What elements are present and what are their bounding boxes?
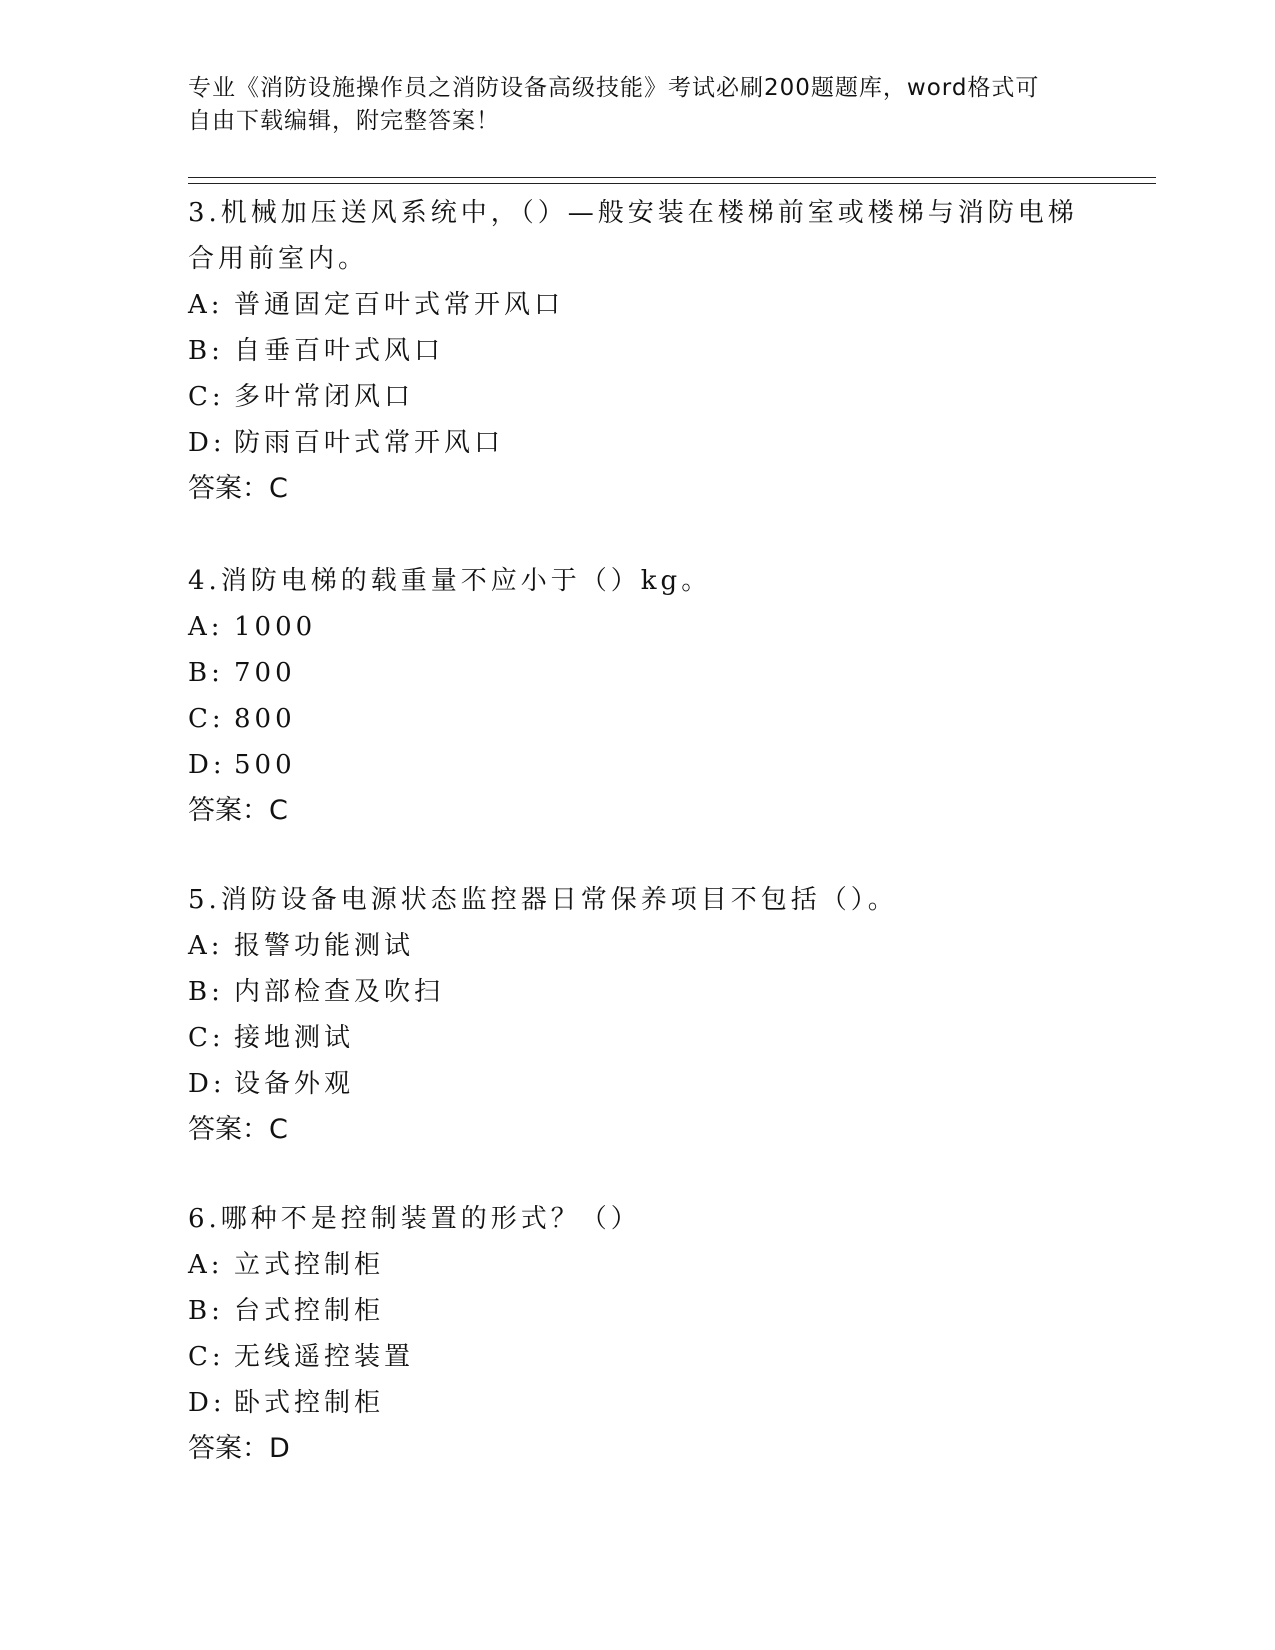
option-key: C: [188, 382, 225, 412]
option-text: 接地测试 [234, 1023, 355, 1053]
option-text: 自垂百叶式风口 [234, 336, 445, 366]
option-text: 设备外观 [234, 1069, 355, 1099]
option-text: 卧式控制柜 [234, 1388, 385, 1418]
option-a [188, 604, 1088, 650]
option-b [188, 328, 1088, 374]
option-key: C: [188, 704, 225, 734]
option-text: 800 [234, 704, 296, 734]
option-d [188, 1380, 1088, 1426]
question-block [188, 877, 1088, 1153]
option-text: 报警功能测试 [234, 931, 415, 961]
option-key: B: [188, 658, 224, 688]
option-b [188, 650, 1088, 696]
option-d [188, 1061, 1088, 1107]
question-stem-line: 6.哪种不是控制装置的形式？（） [188, 1204, 641, 1234]
question-stem [188, 558, 1088, 604]
option-key: D: [188, 1388, 226, 1418]
option-a [188, 923, 1088, 969]
question-stem [188, 190, 1088, 282]
answer-line: 答案：C [188, 1114, 288, 1145]
option-c [188, 1015, 1088, 1061]
option-key: D: [188, 750, 226, 780]
answer-line: 答案：C [188, 473, 288, 504]
option-c [188, 374, 1088, 420]
option-key: C: [188, 1342, 225, 1372]
header-divider-top [188, 177, 1156, 178]
option-key: A: [188, 612, 224, 642]
question-stem-line: 5.消防设备电源状态监控器日常保养项目不包括（）。 [188, 885, 898, 915]
question-stem-line: 4.消防电梯的载重量不应小于（）kg。 [188, 566, 712, 596]
option-text: 台式控制柜 [234, 1296, 385, 1326]
option-key: B: [188, 977, 224, 1007]
option-key: A: [188, 290, 224, 320]
question-block [188, 1196, 1088, 1472]
option-text: 立式控制柜 [234, 1250, 385, 1280]
option-d [188, 742, 1088, 788]
question-stem [188, 877, 1088, 923]
option-key: B: [188, 1296, 224, 1326]
option-text: 无线遥控装置 [234, 1342, 415, 1372]
option-key: A: [188, 931, 224, 961]
option-key: B: [188, 336, 224, 366]
header-line-2: 自由下载编辑，附完整答案！ [188, 108, 500, 134]
header-line-1: 专业《消防设施操作员之消防设备高级技能》考试必刷200题题库，word格式可 [188, 75, 1040, 101]
option-text: 1000 [234, 612, 317, 642]
option-text: 700 [234, 658, 296, 688]
question-block [188, 558, 1088, 834]
option-key: D: [188, 428, 226, 458]
option-a [188, 1242, 1088, 1288]
header-divider-bottom [188, 183, 1156, 184]
answer-line: 答案：C [188, 795, 288, 826]
option-b [188, 969, 1088, 1015]
option-text: 500 [234, 750, 296, 780]
option-key: C: [188, 1023, 225, 1053]
option-text: 防雨百叶式常开风口 [234, 428, 505, 458]
question-stem-line: 合用前室内。 [188, 244, 369, 274]
option-c [188, 1334, 1088, 1380]
option-b [188, 1288, 1088, 1334]
option-d [188, 420, 1088, 466]
option-text: 普通固定百叶式常开风口 [234, 290, 565, 320]
option-key: A: [188, 1250, 224, 1280]
document-header [188, 72, 1068, 138]
option-a [188, 282, 1088, 328]
option-text: 多叶常闭风口 [234, 382, 415, 412]
option-key: D: [188, 1069, 226, 1099]
option-c [188, 696, 1088, 742]
option-text: 内部检查及吹扫 [234, 977, 445, 1007]
question-stem [188, 1196, 1088, 1242]
answer-line: 答案：D [188, 1433, 290, 1464]
question-block [188, 190, 1088, 512]
question-stem-line: 3.机械加压送风系统中，（）—般安装在楼梯前室或楼梯与消防电梯 [188, 198, 1078, 228]
